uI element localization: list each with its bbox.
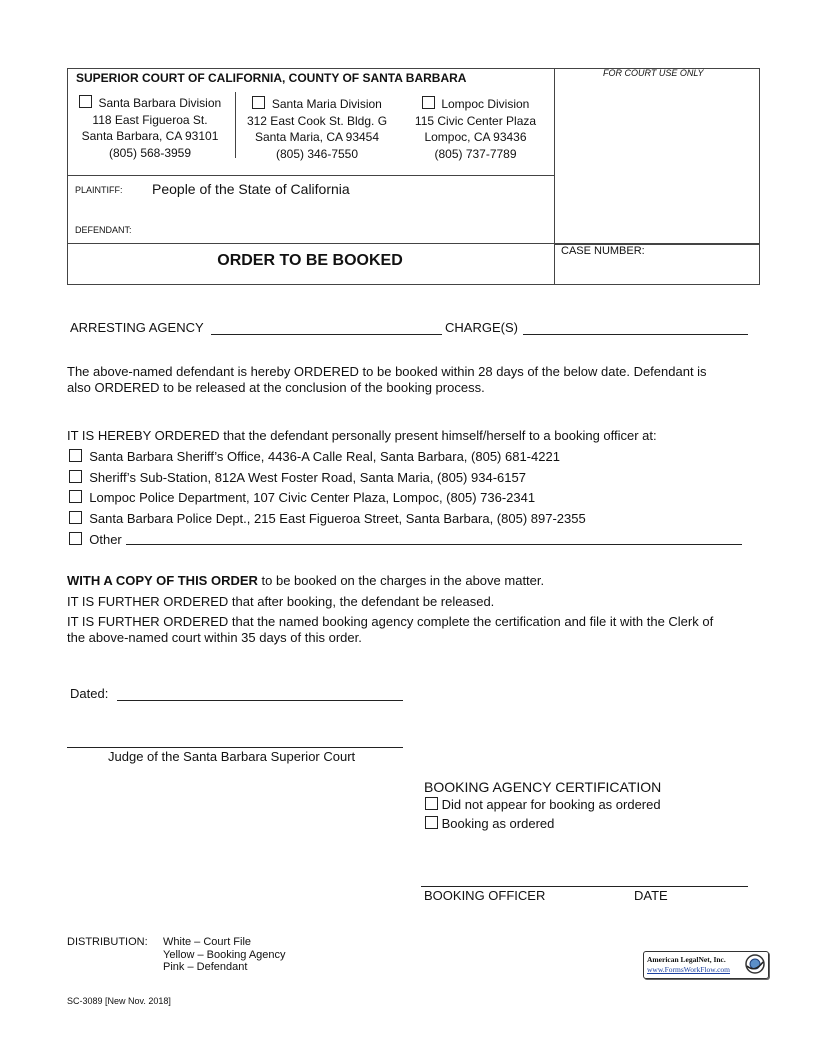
location-label: Santa Barbara Sheriff’s Office, 4436-A Calle Real, Santa Barbara, (805) 681-4221 [89,449,560,464]
logo-url: www.FormsWorkFlow.com [647,965,731,974]
division-lompoc [398,96,553,162]
certification-option-label: Did not appear for booking as ordered [441,797,661,812]
certification-checkbox[interactable] [425,797,438,810]
plaintiff-value[interactable]: People of the State of California [152,181,350,197]
court-use-label: FOR COURT USE ONLY [603,68,704,78]
logo-name: American LegalNet, Inc. [647,955,726,964]
division-divider [235,92,236,158]
case-number-label: CASE NUMBER: [561,245,645,257]
division-name: Santa Maria Division [271,97,382,111]
location-label: Lompoc Police Department, 107 Civic Center Plaza, Lompoc, (805) 736-2341 [89,490,536,505]
division-santa-maria [237,96,397,162]
location-option[interactable] [69,511,586,526]
booking-date-label: DATE [634,888,668,903]
division-santa-barbara [70,95,230,161]
division-city: Lompoc, CA 93436 [424,130,527,144]
other-field[interactable] [126,544,742,545]
division-city: Santa Maria, CA 93454 [254,130,380,144]
location-option[interactable] [69,449,560,464]
defendant-label: DEFENDANT: [75,225,132,235]
dated-label: Dated: [70,686,109,701]
location-label: Sheriff’s Sub-Station, 812A West Foster Road, Santa Maria, (805) 934-6157 [89,470,526,485]
location-checkbox[interactable] [69,470,82,483]
lompoc-division-checkbox[interactable] [422,96,435,109]
division-street: 115 Civic Center Plaza [414,113,537,128]
present-intro: IT IS HEREBY ORDERED that the defendant personally present himself/herself to a booking officer at: [67,428,657,443]
certification-title: BOOKING AGENCY CERTIFICATION [424,779,662,795]
arresting-agency-label: ARRESTING AGENCY [70,320,204,335]
location-checkbox[interactable] [69,490,82,503]
distribution-item: Yellow – Booking Agency [163,948,286,961]
further-order-2-line1: IT IS FURTHER ORDERED that the named booking agency complete the certification and file it with the Clerk of [67,614,714,629]
charges-field[interactable] [523,334,748,335]
court-use-box [554,68,760,245]
certification-option[interactable] [425,797,661,812]
division-city: Santa Barbara, CA 93101 [81,129,219,143]
distribution-item: Pink – Defendant [163,961,248,973]
division-phone: (805) 346-7550 [275,146,359,161]
arresting-agency-field[interactable] [211,334,442,335]
further-order-1: IT IS FURTHER ORDERED that after booking, the defendant be released. [67,594,495,609]
location-checkbox[interactable] [69,532,82,545]
booking-officer-signature-line[interactable] [421,886,748,887]
location-label: Santa Barbara Police Dept., 215 East Figueroa Street, Santa Barbara, (805) 897-2355 [89,511,586,526]
location-option[interactable] [69,470,526,485]
order-text-line1: The above-named defendant is hereby ORDERED to be booked within 28 days of the below date. Defendant is [67,364,707,379]
santa-maria-division-checkbox[interactable] [252,96,265,109]
distribution-label: DISTRIBUTION: [67,936,148,948]
division-name: Lompoc Division [441,97,530,111]
order-text-line2: also ORDERED to be released at the conclusion of the booking process. [67,380,485,395]
further-order-2-line2: the above-named court within 35 days of this order. [67,630,362,645]
copy-order-rest: to be booked on the charges in the above matter. [257,573,545,588]
location-option-other[interactable] [69,532,122,547]
certification-option[interactable] [425,816,554,831]
dated-field[interactable] [117,700,403,701]
distribution-list [163,936,286,974]
other-label: Other [89,532,122,547]
judge-label: Judge of the Santa Barbara Superior Court [108,749,356,764]
defendant-value[interactable] [152,222,542,238]
division-name: Santa Barbara Division [98,96,222,110]
division-street: 118 East Figueroa St. [92,112,208,127]
division-street: 312 East Cook St. Bldg. G [246,113,388,128]
court-title: SUPERIOR COURT OF CALIFORNIA, COUNTY OF SANTA BARBARA [76,71,467,85]
judge-signature-line[interactable] [67,747,403,748]
case-number-field[interactable] [561,260,751,280]
location-checkbox[interactable] [69,449,82,462]
form-title: ORDER TO BE BOOKED [217,252,403,269]
copy-order-text [67,573,544,588]
certification-checkbox[interactable] [425,816,438,829]
location-option[interactable] [69,490,535,505]
division-phone: (805) 568-3959 [108,145,192,160]
certification-option-label: Booking as ordered [441,816,555,831]
booking-officer-label: BOOKING OFFICER [424,888,546,903]
distribution-item: White – Court File [163,936,252,948]
charges-label: CHARGE(S) [445,320,518,335]
form-id: SC-3089 [New Nov. 2018] [67,996,171,1006]
location-checkbox[interactable] [69,511,82,524]
santa-barbara-division-checkbox[interactable] [79,95,92,108]
plaintiff-label: PLAINTIFF: [75,185,123,195]
logo-globe-icon [744,953,766,975]
division-phone: (805) 737-7789 [434,146,517,161]
copy-order-bold: WITH A COPY OF THIS ORDER [67,573,258,588]
american-legalnet-logo[interactable] [643,951,769,979]
